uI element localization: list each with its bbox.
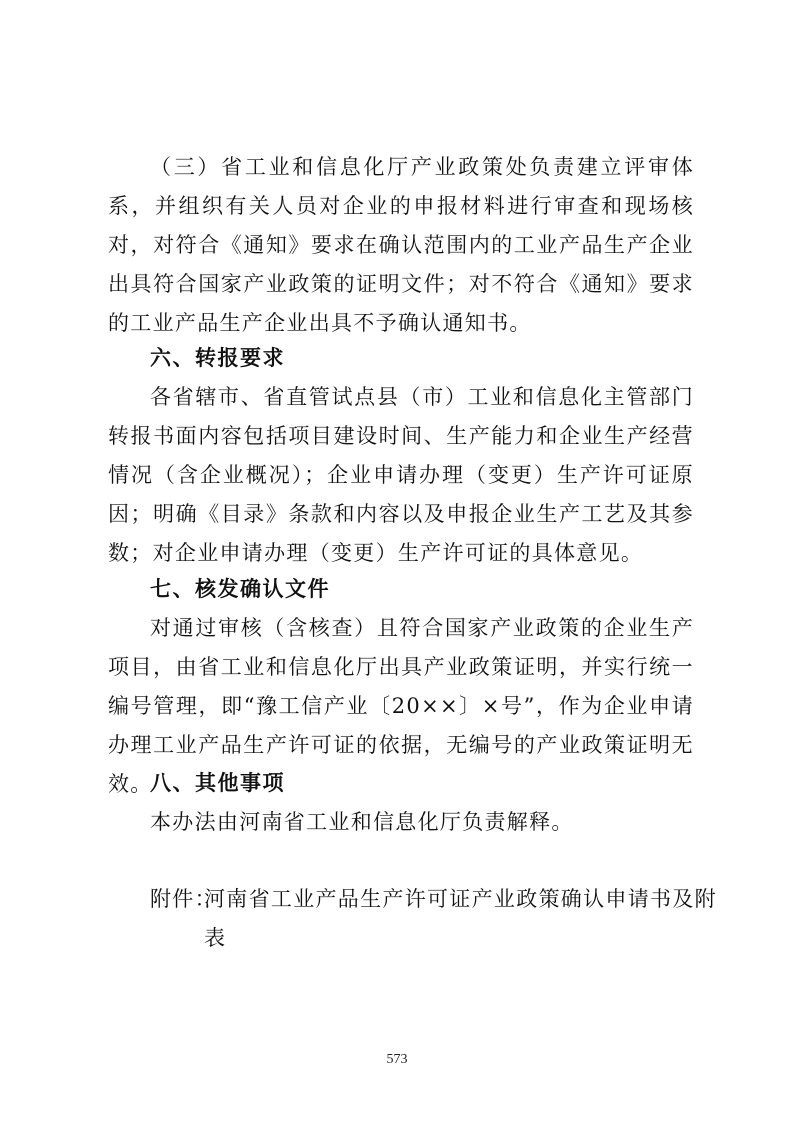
page-number: 573	[386, 1052, 408, 1067]
heading-section-6: 六、转报要求	[150, 346, 285, 370]
paragraph-section-8: 本办法由河南省工业和信息化厅负责解释。	[150, 810, 574, 834]
attachment-label: 附件：	[150, 887, 217, 911]
heading-section-7: 七、核发确认文件	[150, 577, 330, 601]
heading-section-8: 八、其他事项	[150, 771, 285, 795]
paragraph-section-6: 各省辖市、省直管试点县（市）工业和信息化主管部门转报书面内容包括项目建设时间、生产能力和企业生产经营情况（含企业概况）；企业申请办理（变更）生产许可证原因；明确《目录》条款和内容以及申报企业生产工艺及其参数；对企业申请办理（变更）生产许可证的具体意见。	[108, 385, 694, 565]
attachment-title-line-2: 表	[204, 926, 227, 950]
paragraph-section-3: （三）省工业和信息化厅产业政策处负责建立评审体系，并组织有关人员对企业的申报材料进行审查和现场核对，对符合《通知》要求在确认范围内的工业产品生产企业出具符合国家产业政策的证明文件；对不符合《通知》要求的工业产品生产企业出具不予确认通知书。	[108, 155, 694, 335]
paragraph-section-7: 对通过审核（含核查）且符合国家产业政策的企业生产项目，由省工业和信息化厅出具产业政策证明，并实行统一编号管理，即“豫工信产业〔20××〕×号”，作为企业申请办理工业产品生产许可证的依据，无编号的产业政策证明无效。	[108, 616, 694, 796]
attachment-title-line-1: 河南省工业产品生产许可证产业政策确认申请书及附	[204, 887, 717, 911]
